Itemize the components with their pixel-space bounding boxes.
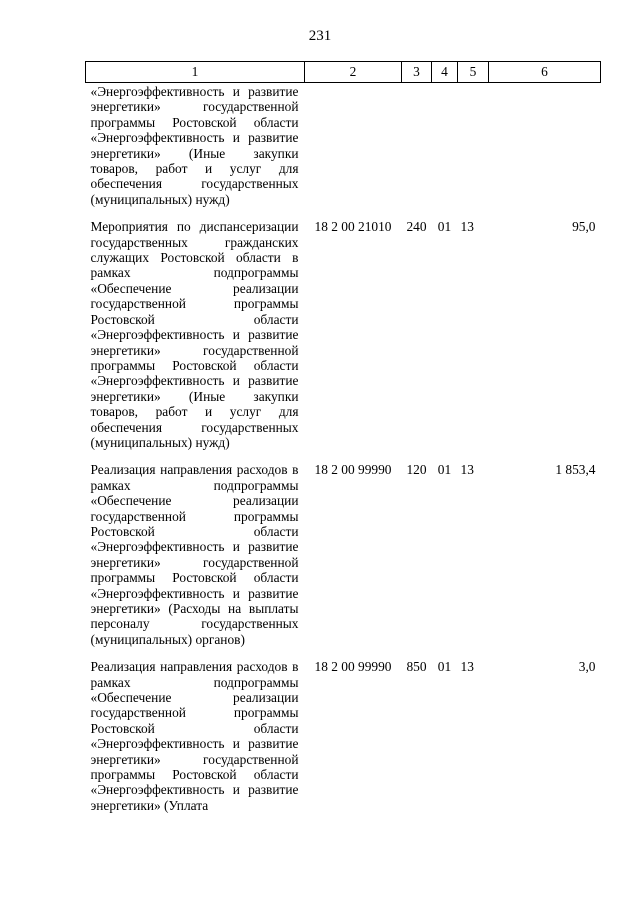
- row-rz: 01: [437, 219, 452, 235]
- row-pr: 13: [460, 659, 474, 675]
- column-header-rz: 4: [432, 62, 458, 83]
- row-sum: 3,0: [578, 659, 596, 675]
- column-header-pr: 5: [458, 62, 489, 83]
- row-name: Реализация направления расходов в рамках подпрограммы «Обеспечение реализации государственной программы Ростовской области «Энергоэффективность и развитие энергетики» государственной программы Ростовской области «Энергоэффективность и развитие энергетики» (Уплата: [90, 659, 299, 813]
- row-vr: [402, 83, 432, 208]
- column-header-name: 1: [86, 62, 305, 83]
- column-header-code: 2: [305, 62, 402, 83]
- row-sum: 95,0: [572, 219, 596, 235]
- row-rz: 01: [437, 659, 452, 675]
- page-number: 231: [308, 28, 332, 44]
- row-gap: [86, 207, 601, 219]
- row-code: 18 2 00 21010: [314, 219, 392, 235]
- row-code: [305, 83, 402, 208]
- row-sum: 1 853,4: [555, 462, 596, 478]
- row-code: 18 2 00 99990: [314, 462, 392, 478]
- row-gap: [86, 647, 601, 659]
- row-name: «Энергоэффективность и развитие энергетики» государственной программы Ростовской области «Энергоэффективность и развитие энергетики» (Иные закупки товаров, работ и услуг для обеспечения государственных (муниципальных) нужд): [90, 84, 299, 207]
- table-row: [86, 83, 601, 208]
- row-gap: [86, 450, 601, 462]
- table-header-row: [86, 62, 601, 83]
- row-vr: 850: [406, 659, 427, 675]
- row-rz: 01: [437, 462, 452, 478]
- row-name: Мероприятия по диспансеризации государственных гражданских служащих Ростовской области в рамках подпрограммы «Обеспечение реализации государственной программы Ростовской области «Энергоэффективность и развитие энергетики» государственной программы Ростовской области «Энергоэффективность и развитие энергетики» (Иные закупки товаров, работ и услуг для обеспечения государственных (муниципальных) нужд): [90, 219, 299, 450]
- row-vr: 240: [406, 219, 427, 235]
- row-rz: [432, 83, 458, 208]
- row-pr: 13: [460, 219, 474, 235]
- row-pr: [458, 83, 489, 208]
- row-name: Реализация направления расходов в рамках подпрограммы «Обеспечение реализации государственной программы Ростовской области «Энергоэффективность и развитие энергетики» государственной программы Ростовской области «Энергоэффективность и развитие энергетики» (Расходы на выплаты персоналу государственных (муниципальных) органов): [90, 462, 299, 647]
- column-header-sum: 6: [489, 62, 601, 83]
- row-pr: 13: [460, 462, 474, 478]
- table-row: [86, 659, 601, 813]
- column-header-vr: 3: [402, 62, 432, 83]
- row-vr: 120: [406, 462, 427, 478]
- table-row: [86, 219, 601, 450]
- row-code: 18 2 00 99990: [314, 659, 392, 675]
- budget-table: [85, 61, 601, 813]
- table-row: [86, 462, 601, 647]
- row-sum: [489, 83, 601, 208]
